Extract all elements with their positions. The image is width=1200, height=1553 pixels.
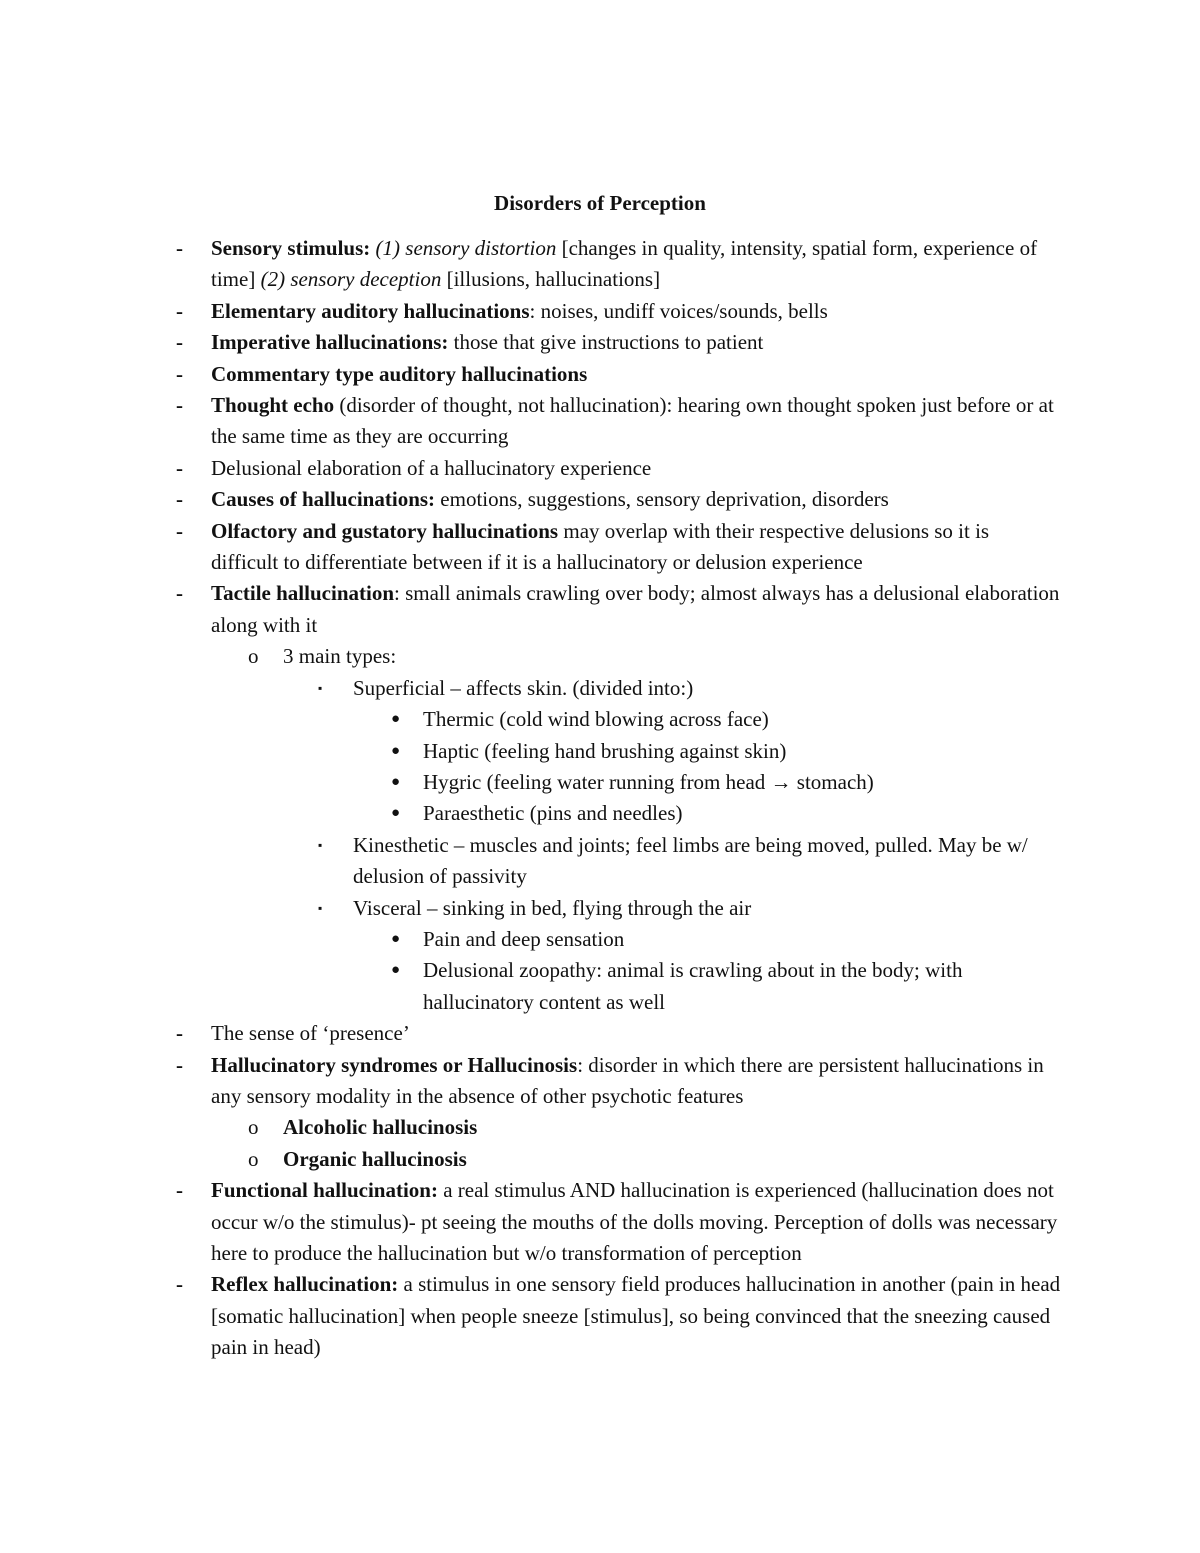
list-item-alcoholic-hallucinosis: o Alcoholic hallucinosis xyxy=(0,1112,1061,1143)
list-item-thought-echo: - Thought echo (disorder of thought, not hallucination): hearing own thought spoken just before or at the same time as they are occurring xyxy=(0,390,1061,453)
dash-marker: - xyxy=(176,330,183,355)
dash-marker: - xyxy=(176,518,183,543)
bullet-marker: ● xyxy=(391,805,401,822)
dash-marker: - xyxy=(176,236,183,260)
list-item-imperative: - Imperative hallucinations: those that give instructions to patient xyxy=(0,327,1061,358)
bullet-marker: ● xyxy=(391,962,401,979)
dash-marker: - xyxy=(176,1178,183,1203)
dash-marker: - xyxy=(176,1272,183,1297)
dash-marker: - xyxy=(176,298,183,323)
notes-list xyxy=(0,233,1200,1364)
list-item-reflex-hallucination: - Reflex hallucination: a stimulus in one sensory field produces hallucination in another (pain in head [somatic hallucination] when people sneeze [stimulus], so being convinced that the sneezing caused pain in head) xyxy=(0,1269,1061,1363)
square-marker: ▪ xyxy=(318,900,323,915)
list-item-thermic: ● Thermic (cold wind blowing across face) xyxy=(0,704,1061,735)
list-item-commentary: - Commentary type auditory hallucinations xyxy=(0,359,1061,390)
bullet-marker: ● xyxy=(391,773,401,790)
circle-marker: o xyxy=(248,644,259,669)
list-item-sensory-stimulus: - Sensory stimulus: (1) sensory distortion [changes in quality, intensity, spatial form, experience of time] (2) sensory deception [illusions, hallucinations] xyxy=(0,233,1061,296)
list-item-superficial: ▪ Superficial – affects skin. (divided into:) xyxy=(0,673,1061,704)
list-item-three-main-types: o 3 main types: xyxy=(0,641,1061,672)
list-item-hallucinatory-syndromes: - Hallucinatory syndromes or Hallucinosis: disorder in which there are persistent hallucinations in any sensory modality in the absence of other psychotic features xyxy=(0,1050,1061,1113)
bullet-marker: ● xyxy=(391,930,401,947)
dash-marker: - xyxy=(176,1021,183,1046)
square-marker: ▪ xyxy=(318,837,323,852)
list-item-functional-hallucination: - Functional hallucination: a real stimulus AND hallucination is experienced (hallucination does not occur w/o the stimulus)- pt seeing the mouths of the dolls moving. Perception of dolls was necessary here to produce the hallucination but w/o transformation of perception xyxy=(0,1175,1061,1269)
list-item-elementary-auditory: - Elementary auditory hallucinations: noises, undiff voices/sounds, bells xyxy=(0,296,1061,327)
list-item-olfactory-gustatory: - Olfactory and gustatory hallucinations may overlap with their respective delusions so it is difficult to differentiate between if it is a hallucinatory or delusion experience xyxy=(0,516,1061,579)
square-marker: ▪ xyxy=(318,680,323,695)
dash-marker: - xyxy=(176,1052,183,1077)
dash-marker: - xyxy=(176,487,183,512)
list-item-hygric: ● Hygric (feeling water running from head → stomach) xyxy=(0,767,1061,798)
dash-marker: - xyxy=(176,361,183,386)
list-item-causes: - Causes of hallucinations: emotions, suggestions, sensory deprivation, disorders xyxy=(0,484,1061,515)
list-item-sense-of-presence: - The sense of ‘presence’ xyxy=(0,1018,1061,1049)
dash-marker: - xyxy=(176,393,183,418)
list-item-haptic: ● Haptic (feeling hand brushing against skin) xyxy=(0,736,1061,767)
list-item-organic-hallucinosis: o Organic hallucinosis xyxy=(0,1144,1061,1175)
bullet-marker: ● xyxy=(391,711,401,728)
list-item-pain-deep-sensation: ● Pain and deep sensation xyxy=(0,924,1061,955)
list-item-delusional-elaboration: - Delusional elaboration of a hallucinatory experience xyxy=(0,453,1061,484)
dash-marker: - xyxy=(176,455,183,480)
list-item-tactile: - Tactile hallucination: small animals crawling over body; almost always has a delusional elaboration along with it xyxy=(0,578,1061,641)
bullet-marker: ● xyxy=(391,742,401,759)
circle-marker: o xyxy=(248,1115,259,1140)
list-item-delusional-zoopathy: ● Delusional zoopathy: animal is crawling about in the body; with hallucinatory content as well xyxy=(0,955,1061,1018)
circle-marker: o xyxy=(248,1146,259,1171)
list-item-paraesthetic: ● Paraesthetic (pins and needles) xyxy=(0,798,1061,829)
arrow-right-icon: → xyxy=(770,769,792,794)
list-item-kinesthetic: ▪ Kinesthetic – muscles and joints; feel limbs are being moved, pulled. May be w/ delusion of passivity xyxy=(0,830,1061,893)
list-item-visceral: ▪ Visceral – sinking in bed, flying through the air xyxy=(0,893,1061,924)
page-title: Disorders of Perception xyxy=(494,191,706,215)
dash-marker: - xyxy=(176,581,183,606)
